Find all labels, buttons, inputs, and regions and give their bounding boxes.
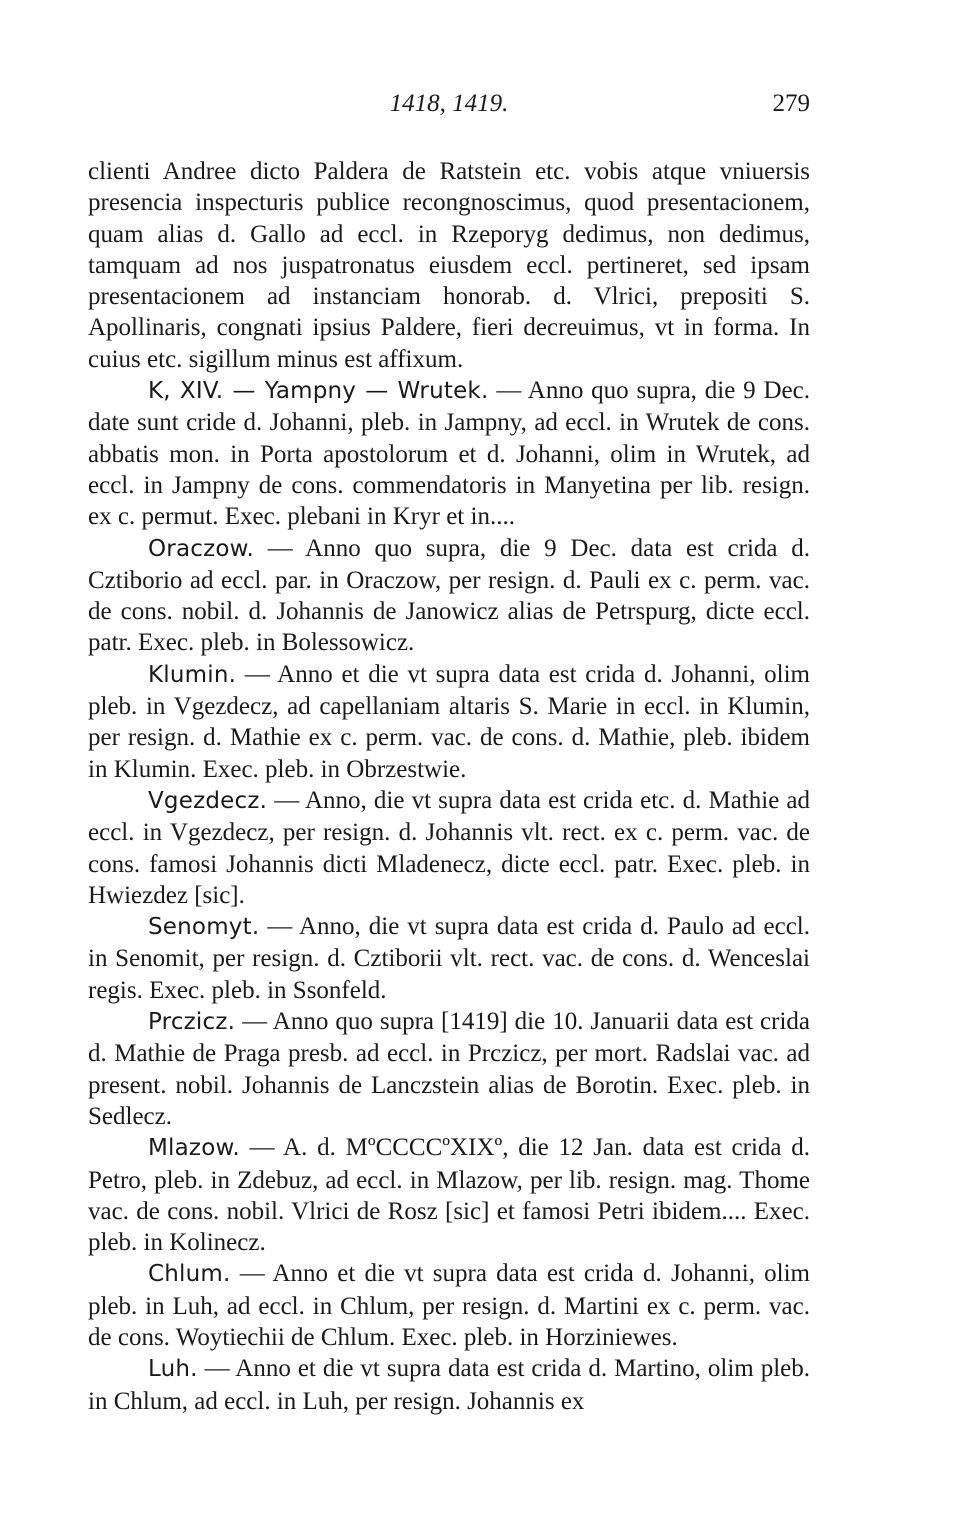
entry-text: — Anno quo supra, die 9 Dec. date sunt cride d. Johanni, pleb. in Jampny, ad eccl. in Wrutek de cons. abbatis mon. in Porta apostolorum et d. Johanni, olim in Wrutek, ad eccl. in Jampny de cons. commendatoris in Manyetina per lib. resign. ex c. permut. Exec. plebani in Kryr et in.... — [88, 377, 810, 531]
entry-text: — Anno quo supra, die 9 Dec. data est crida d. Cztiborio ad eccl. par. in Oraczow, per resign. d. Pauli ex c. perm. vac. de cons. nobil. d. Johannis de Janowicz alias de Petrspurg, dicte eccl. patr. Exec. pleb. in Bolessowicz. — [88, 534, 810, 657]
page-number: 279 — [772, 90, 810, 117]
running-head — [88, 90, 810, 130]
entry-heading: Senomyt. — [148, 914, 260, 941]
entry-chlum — [88, 1258, 810, 1353]
entry-prczicz — [88, 1006, 810, 1132]
intro-paragraph: clienti Andree dicto Paldera de Ratstein etc. vobis atque vniuersis presencia inspecturis publice recongnoscimus, quod presentacionem, quam alias d. Gallo ad eccl. in Rzeporyg dedimus, non dedimus, tamquam ad nos juspatronatus eiusdem eccl. pertineret, sed ipsam presentacionem ad instanciam honorab. d. Vlrici, prepositi S. Apollinaris, congnati ipsius Paldere, fieri decreuimus, vt in forma. In cuius etc. sigillum minus est affixum. — [88, 158, 810, 373]
entry-text: — A. d. MºCCCCºXIXº, die 12 Jan. data est crida d. Petro, pleb. in Zdebuz, ad eccl. in Mlazow, per lib. resign. mag. Thome vac. de cons. nobil. Vlrici de Rosz [sic] et famosi Petri ibidem.... Exec. pleb. in Kolinecz. — [88, 1134, 810, 1257]
entry-heading: K, XIV. — Yampny — Wrutek. — [148, 378, 489, 405]
entry-heading: Mlazow. — [148, 1135, 240, 1162]
entry-heading: Chlum. — [148, 1261, 231, 1288]
entry-luh — [88, 1353, 810, 1417]
document-page — [88, 90, 810, 1417]
entry-text: — Anno quo supra [1419] die 10. Januarii data est crida d. Mathie de Praga presb. ad eccl. in Prczicz, per mort. Radslai vac. ad present. nobil. Johannis de Lanczstein alias de Borotin. Exec. pleb. in Sedlecz. — [88, 1008, 810, 1130]
entry-yampny-wrutek — [88, 375, 810, 532]
entry-heading: Prczicz. — [148, 1009, 236, 1036]
entry-text: — Anno, die vt supra data est crida d. Paulo ad eccl. in Senomit, per resign. d. Cztiborii vlt. rect. vac. de cons. d. Wenceslai regis. Exec. pleb. in Ssonfeld. — [88, 913, 810, 1004]
entry-oraczow — [88, 533, 810, 659]
entry-heading: Klumin. — [148, 661, 237, 688]
entry-mlazow — [88, 1132, 810, 1258]
entry-heading: Luh. — [148, 1356, 198, 1383]
entry-vgezdecz — [88, 785, 810, 911]
entry-heading: Vgezdecz. — [148, 787, 268, 814]
running-head-years: 1418, 1419. — [389, 90, 509, 117]
entry-text: — Anno, die vt supra data est crida etc. d. Mathie ad eccl. in Vgezdecz, per resign. d. Johannis vlt. rect. ex c. perm. vac. de cons. famosi Johannis dicti Mladenecz, dicte eccl. patr. Exec. pleb. in Hwiezdez [sic]. — [88, 786, 810, 909]
entry-senomyt — [88, 911, 810, 1006]
body-text — [88, 156, 810, 1417]
entry-text: — Anno et die vt supra data est crida d. Johanni, olim pleb. in Vgezdecz, ad capellaniam altaris S. Marie in eccl. in Klumin, per resign. d. Mathie ex c. perm. vac. de cons. d. Mathie, pleb. ibidem in Klumin. Exec. pleb. in Obrzestwie. — [88, 660, 810, 783]
entry-heading: Oraczow. — [148, 535, 255, 562]
entry-klumin — [88, 659, 810, 785]
entry-text: — Anno et die vt supra data est crida d. Martino, olim pleb. in Chlum, ad eccl. in Luh, per resign. Johannis ex — [88, 1355, 810, 1415]
entry-text: — Anno et die vt supra data est crida d. Johanni, olim pleb. in Luh, ad eccl. in Chlum, per resign. d. Martini ex c. perm. vac. de cons. Woytiechii de Chlum. Exec. pleb. in Horziniewes. — [88, 1260, 810, 1351]
